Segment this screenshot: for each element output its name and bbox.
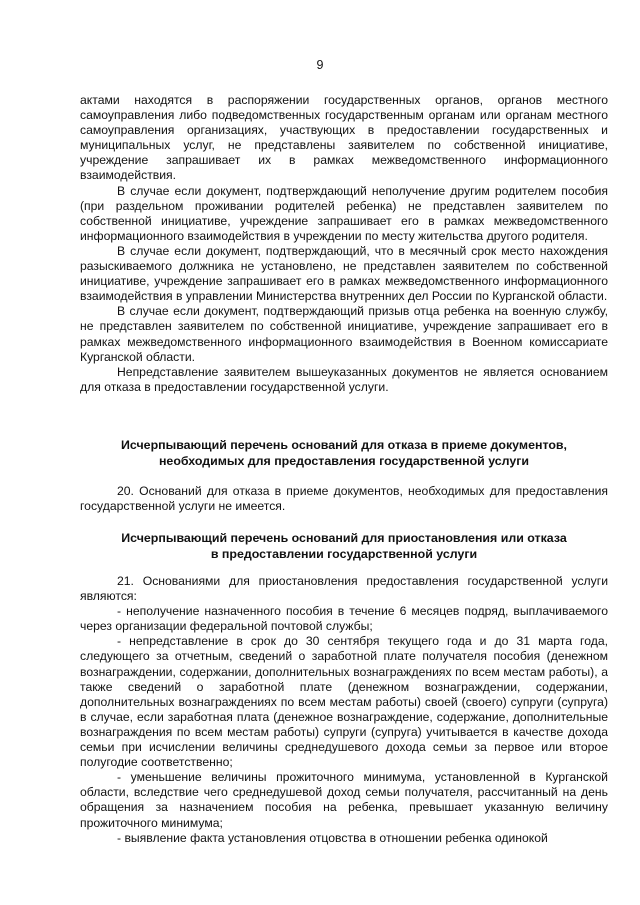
heading-line: Исчерпывающий перечень оснований для отказа в приеме документов, bbox=[121, 438, 567, 452]
section-top bbox=[80, 93, 608, 395]
list-item: - непредставление в срок до 30 сентября текущего года и до 31 марта года, следующего за отчетным, сведений о заработной плате получателя пособия (денежном вознаграждении, содержании, дополнительных вознаграждениях по всем местам работы), а также сведений о заработной плате (денежном вознаграждении, содержании, дополнительных вознаграждениях по всем местам работы) своей (своего) супруги (супруга) в случае, если заработная плата (денежное вознаграждение, содержание, дополнительные вознаграждения по всем местам работы) супруги (супруга) учитывается в качестве дохода семьи при исчислении величины среднедушевого дохода семьи за первое или второе полугодие соответственно; bbox=[80, 634, 608, 770]
paragraph-debtor-search: В случае если документ, подтверждающий, что в месячный срок место нахождения разыскиваемого должника не установлено, не представлен заявителем по собственной инициативе, учреждение запрашивает его в рамках межведомственного информационного взаимодействия в управлении Министерства внутренних дел России по Курганской области. bbox=[80, 243, 608, 304]
heading-line: Исчерпывающий перечень оснований для приостановления или отказа bbox=[121, 531, 567, 545]
paragraph-continuation: актами находятся в распоряжении государственных органов, органов местного самоуправления либо подведомственных государственным органам или органам местного самоуправления организациях, участвующих в предоставлении государственных и муниципальных услуг, не представлены заявителем по собственной инициативе, учреждение запрашивает их в рамках межведомственного информационного взаимодействия. bbox=[80, 93, 608, 183]
list-item: - выявление факта установления отцовства в отношении ребенка одинокой bbox=[117, 830, 548, 845]
paragraph-other-parent: В случае если документ, подтверждающий неполучение другим родителем пособия (при раздельном проживании родителей ребенка) не представлен заявителем по собственной инициативе, учреждение запрашивает его в рамках межведомственного информационного взаимодействия в учреждении по месту жительства другого родителя. bbox=[80, 183, 608, 243]
heading-suspension-refusal bbox=[80, 530, 608, 562]
paragraph-non-submission: Непредставление заявителем вышеуказанных документов не является основанием для отказа в предоставлении государственной услуги. bbox=[80, 364, 608, 394]
paragraph-military-service: В случае если документ, подтверждающий призыв отца ребенка на военную службу, не представлен заявителем по собственной инициативе, учреждение запрашивает его в рамках межведомственного информационного взаимодействия в Военном комиссариате Курганской области. bbox=[80, 304, 608, 364]
list-item: - уменьшение величины прожиточного минимума, установленной в Курганской области, вследствие чего среднедушевой доход семьи получателя, рассчитанный на день обращения за назначением пособия на ребенка, превышает указанную величину прожиточного минимума; bbox=[80, 770, 608, 830]
section-21 bbox=[80, 574, 608, 846]
section-20 bbox=[80, 484, 608, 514]
list-item: - неполучение назначенного пособия в течение 6 месяцев подряд, выплачиваемого через организации федеральной почтовой службы; bbox=[80, 604, 608, 634]
heading-line: необходимых для предоставления государственной услуги bbox=[158, 454, 530, 468]
paragraph-21: 21. Основаниями для приостановления предоставления государственной услуги являются: bbox=[80, 574, 608, 604]
page-number: 9 bbox=[316, 58, 324, 72]
paragraph-20: 20. Оснований для отказа в приеме документов, необходимых для предоставления государственной услуги не имеется. bbox=[80, 484, 608, 514]
heading-refusal-documents bbox=[80, 437, 608, 469]
heading-line: в предоставлении государственной услуги bbox=[210, 547, 478, 561]
